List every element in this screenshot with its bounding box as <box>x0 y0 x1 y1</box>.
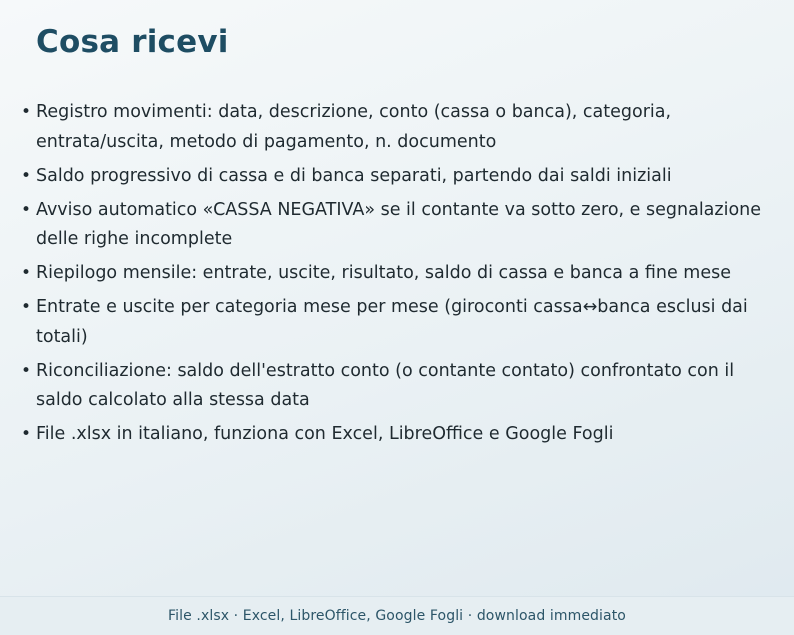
list-item-text: Riconciliazione: saldo dell'estratto conto (o contante contato) confrontato con il saldo calcolato alla stessa data <box>36 360 735 410</box>
list-item <box>21 293 766 352</box>
footer-bar <box>0 596 794 635</box>
bullet-icon: • <box>21 199 32 220</box>
bullet-icon: • <box>21 297 32 317</box>
bullet-icon: • <box>21 102 32 122</box>
bullet-icon: • <box>21 165 32 186</box>
list-item-text: File .xlsx in italiano, funziona con Excel, LibreOffice e Google Fogli <box>36 424 614 444</box>
list-item-text: Entrate e uscite per categoria mese per mese (giroconti cassa↔banca esclusi dai totali) <box>36 297 748 347</box>
page-title: Cosa ricevi <box>36 24 229 60</box>
list-item <box>21 357 766 416</box>
list-item-text: Saldo progressivo di cassa e di banca separati, partendo dai saldi iniziali <box>36 165 672 186</box>
bullet-icon: • <box>21 360 32 381</box>
footer-text: File .xlsx · Excel, LibreOffice, Google Fogli · download immediato <box>168 608 626 624</box>
feature-list <box>21 98 766 454</box>
list-item <box>21 196 766 255</box>
bullet-icon: • <box>21 424 32 444</box>
list-item <box>21 420 766 450</box>
list-item-text: Avviso automatico «CASSA NEGATIVA» se il contante va sotto zero, e segnalazione delle righe incomplete <box>36 199 762 249</box>
list-item <box>21 162 766 192</box>
bullet-icon: • <box>21 263 32 283</box>
list-item-text: Registro movimenti: data, descrizione, conto (cassa o banca), categoria, entrata/uscita, metodo di pagamento, n. documento <box>36 102 672 152</box>
list-item <box>21 98 766 157</box>
list-item <box>21 259 766 289</box>
list-item-text: Riepilogo mensile: entrate, uscite, risultato, saldo di cassa e banca a fine mese <box>36 263 731 283</box>
